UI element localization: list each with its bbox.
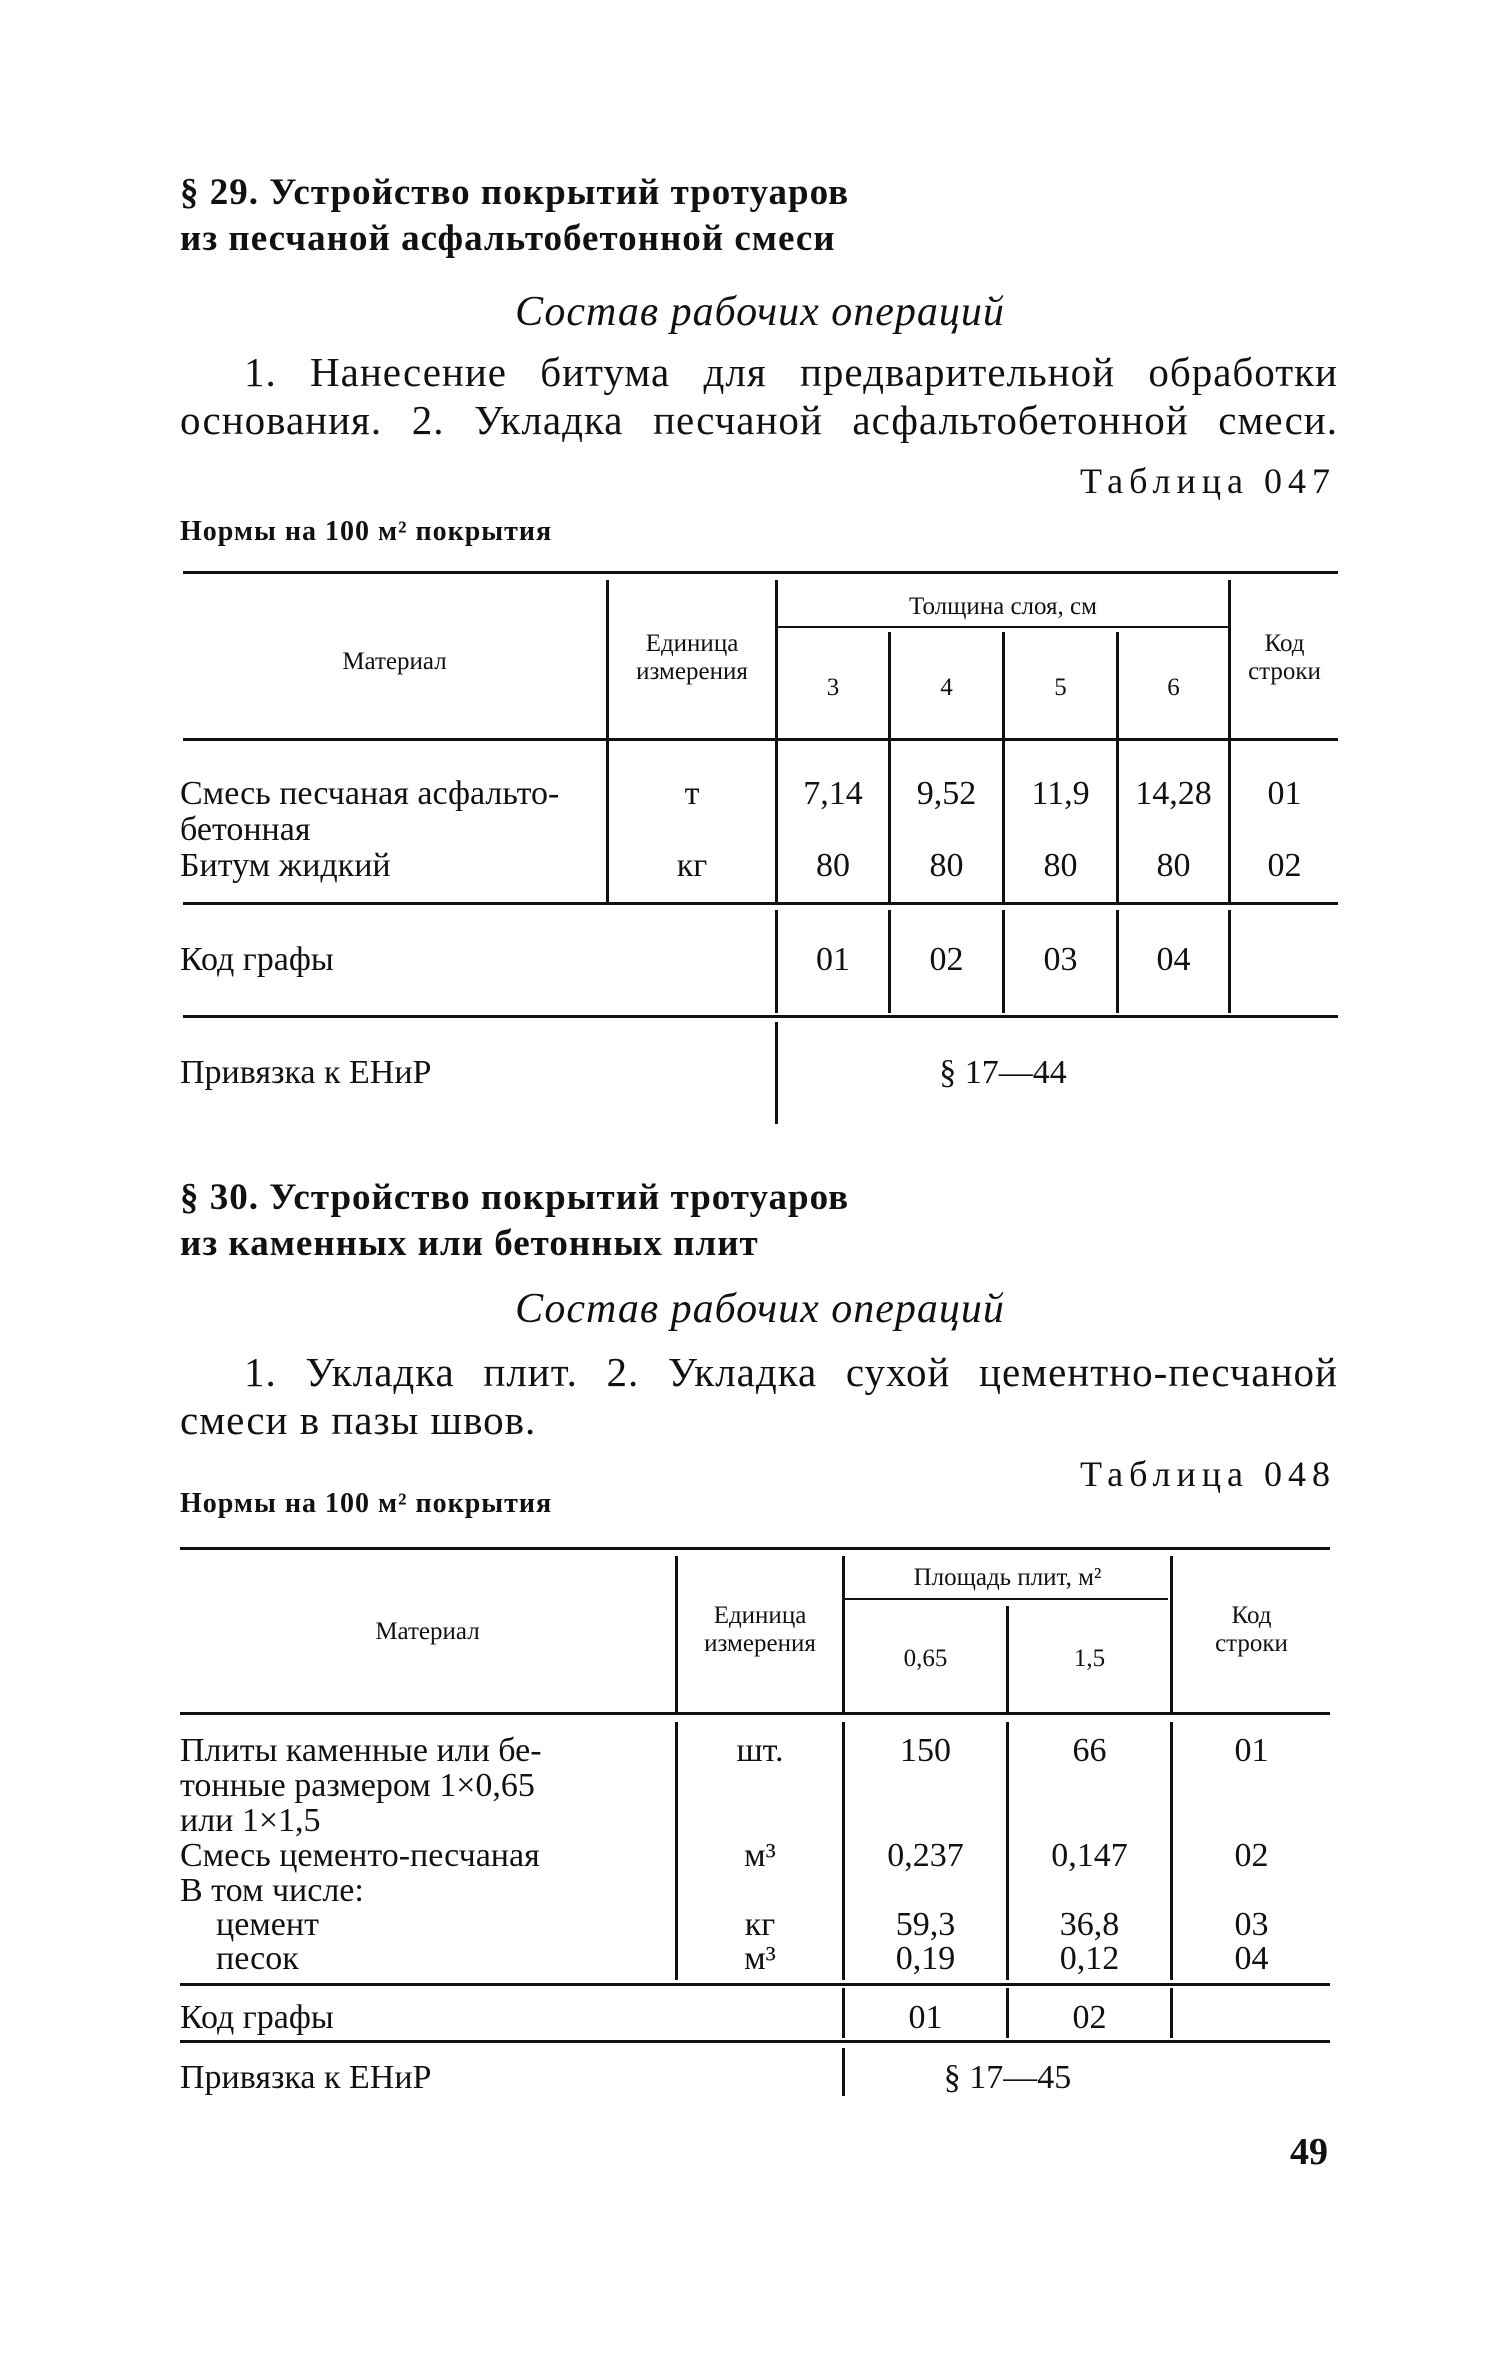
row-code: 03 — [1234, 1906, 1269, 1943]
column-header-value: 3 — [826, 674, 840, 701]
column-header-material: Материал — [375, 1618, 480, 1645]
row-material-name: или 1×1,5 — [180, 1802, 321, 1839]
section-29-heading — [180, 170, 1340, 262]
operations-line: смеси в пазы швов. — [180, 1397, 537, 1443]
column-header-value: 5 — [1054, 674, 1067, 701]
graph-code: 02 — [1072, 1999, 1107, 2036]
column-header-value: 6 — [1167, 674, 1180, 701]
binding-value: § 17—45 — [943, 2059, 1072, 2096]
header-line: Единица — [645, 630, 739, 657]
table-cell: 80 — [929, 847, 964, 884]
table-048-number: Таблица 048 — [1080, 1454, 1336, 1494]
heading-line: из каменных или бетонных плит — [180, 1223, 759, 1264]
row-material-name: цемент — [216, 1906, 319, 1943]
row-material-name: песок — [216, 1940, 299, 1977]
table-cell: 0,147 — [1051, 1837, 1128, 1874]
row-code: 01 — [1267, 775, 1302, 812]
row-code: 04 — [1234, 1940, 1269, 1977]
graph-code-label: Код графы — [180, 1999, 334, 2036]
table-047-number: Таблица 047 — [1080, 461, 1336, 501]
table-cell: 66 — [1072, 1732, 1107, 1769]
table-cell: 0,12 — [1059, 1940, 1120, 1977]
heading-line: § 30. Устройство покрытий тротуаров — [180, 1177, 850, 1218]
row-unit: т — [684, 775, 700, 812]
graph-code-label: Код графы — [180, 941, 334, 978]
header-line: строки — [1248, 658, 1321, 685]
column-header-code — [1173, 1602, 1330, 1658]
table-cell: 36,8 — [1059, 1906, 1120, 1943]
row-unit: м³ — [744, 1837, 776, 1874]
table-048-norms-label: Нормы на 100 м² покрытия — [180, 1488, 553, 1519]
column-header-unit — [609, 630, 775, 686]
column-header-value: 0,65 — [903, 1645, 948, 1672]
table-cell: 80 — [1043, 847, 1078, 884]
row-code: 02 — [1267, 847, 1302, 884]
row-unit: м³ — [744, 1940, 776, 1977]
section-29-operations — [180, 348, 1338, 444]
header-line: Код — [1231, 1602, 1272, 1629]
section-29-subheading: Состав рабочих операций — [515, 289, 1005, 335]
graph-code: 01 — [816, 941, 850, 978]
header-line: строки — [1215, 1630, 1288, 1657]
header-line: измерения — [704, 1630, 816, 1657]
row-code: 01 — [1234, 1732, 1269, 1769]
row-material-name: Смесь цементо-песчаная — [180, 1837, 540, 1874]
graph-code: 01 — [908, 1999, 943, 2036]
operations-line: 1. Нанесение битума для предварительной обработки — [244, 349, 1338, 395]
row-unit: кг — [744, 1906, 776, 1943]
column-header-material: Материал — [342, 648, 447, 675]
column-header-code — [1231, 630, 1338, 686]
graph-code: 04 — [1156, 941, 1191, 978]
heading-line: из песчаной асфальтобетонной смеси — [180, 218, 836, 259]
row-unit: шт. — [736, 1732, 784, 1769]
table-cell: 150 — [900, 1732, 951, 1769]
table-cell: 11,9 — [1031, 775, 1090, 812]
row-material-name: тонные размером 1×0,65 — [180, 1767, 535, 1804]
section-30-subheading: Состав рабочих операций — [515, 1286, 1005, 1332]
row-code: 02 — [1234, 1837, 1269, 1874]
row-material-name: Смесь песчаная асфальто- — [180, 775, 560, 812]
graph-code: 02 — [929, 941, 964, 978]
table-cell: 0,237 — [887, 1837, 964, 1874]
graph-code: 03 — [1043, 941, 1078, 978]
column-group-header: Толщина слоя, см — [909, 593, 1097, 620]
binding-label: Привязка к ЕНиР — [180, 2059, 432, 2096]
row-material-name: Плиты каменные или бе- — [180, 1732, 542, 1769]
table-cell: 9,52 — [916, 775, 977, 812]
row-material-name: Битум жидкий — [180, 847, 391, 884]
heading-line: § 29. Устройство покрытий тротуаров — [180, 172, 850, 213]
binding-label: Привязка к ЕНиР — [180, 1054, 432, 1091]
table-cell: 7,14 — [803, 775, 863, 812]
table-cell: 80 — [816, 847, 850, 884]
column-header-unit — [678, 1602, 842, 1658]
page-number: 49 — [1290, 2131, 1328, 2173]
header-line: измерения — [636, 658, 748, 685]
header-line: Единица — [713, 1602, 807, 1629]
section-30-heading — [180, 1175, 1340, 1267]
column-header-value: 4 — [940, 674, 953, 701]
table-cell: 0,19 — [895, 1940, 956, 1977]
header-line: Код — [1264, 630, 1305, 657]
section-30-operations — [180, 1348, 1338, 1444]
operations-line: основания. 2. Укладка песчаной асфальтобетонной смеси. — [180, 397, 1338, 443]
column-header-value: 1,5 — [1073, 1645, 1106, 1672]
table-cell: 14,28 — [1135, 775, 1212, 812]
row-material-name: бетонная — [180, 811, 311, 848]
column-group-header: Площадь плит, м² — [913, 1564, 1102, 1591]
operations-line: 1. Укладка плит. 2. Укладка сухой цементно-песчаной — [244, 1349, 1338, 1395]
binding-value: § 17—44 — [939, 1054, 1067, 1091]
table-cell: 80 — [1156, 847, 1191, 884]
row-material-name: В том числе: — [180, 1872, 364, 1909]
table-047-norms-label: Нормы на 100 м² покрытия — [180, 516, 553, 547]
row-unit: кг — [676, 847, 708, 884]
table-cell: 59,3 — [895, 1906, 956, 1943]
